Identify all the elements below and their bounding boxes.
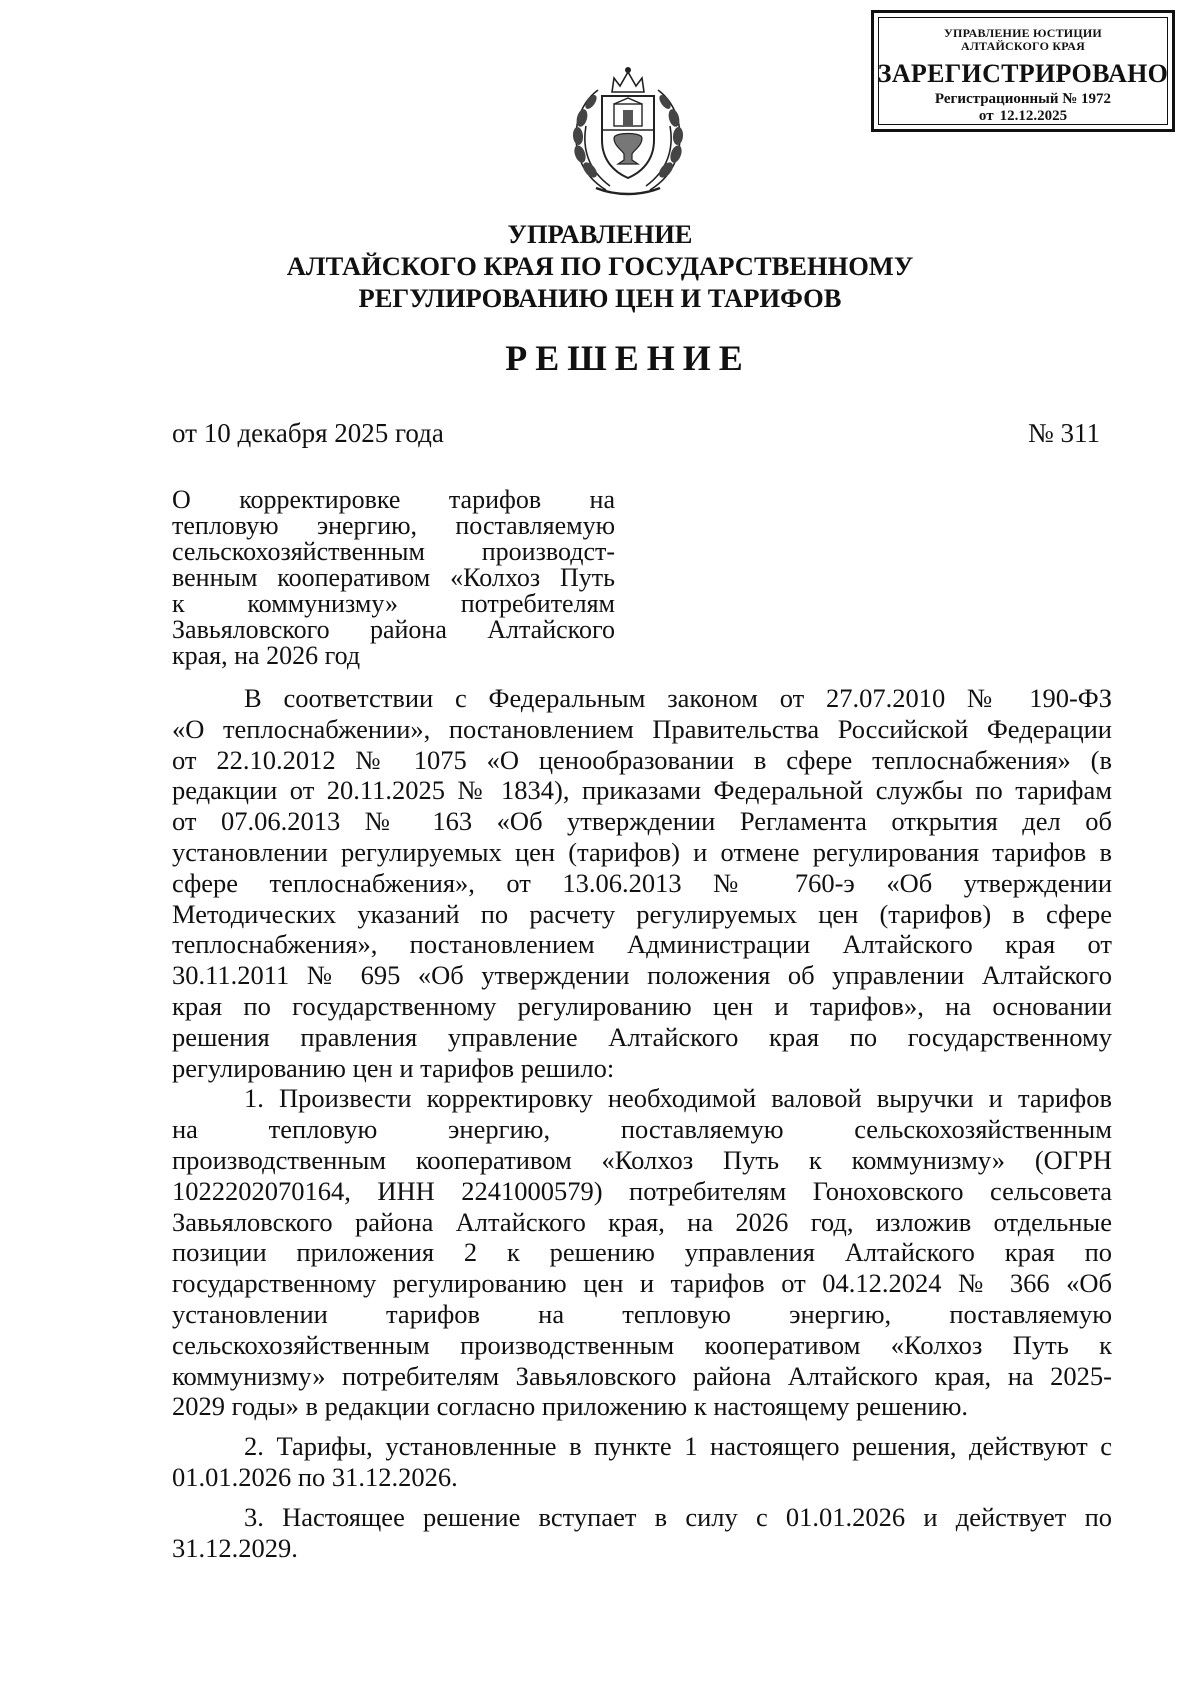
item1-line: установлении тарифов на тепловую энергию, поставляемую (172, 1298, 1112, 1329)
preamble-line: края по государственному регулированию цен и тарифов», на основании (172, 990, 1112, 1021)
document-subject (172, 487, 615, 669)
subject-line: сельскохозяйственным производст- (172, 537, 615, 566)
preamble-line: 30.11.2011 № 695 «Об утверждении положения об управлении Алтайского (172, 960, 1112, 991)
stamp-organization: УПРАВЛЕНИЕ ЮСТИЦИИ АЛТАЙСКОГО КРАЯ (944, 26, 1102, 53)
preamble-line: В соответствии с Федеральным законом от 27.07.2010 № 190-ФЗ (244, 683, 1112, 713)
item1-line: сельскохозяйственным производственным кооперативом «Колхоз Путь к (172, 1329, 1112, 1360)
preamble-line: от 22.10.2012 № 1075 «О ценообразовании в сфере теплоснабжения» (в (172, 744, 1112, 775)
item1-line: позиции приложения 2 к решению управления Алтайского края по (172, 1237, 1112, 1268)
item3-line: 3. Настоящее решение вступает в силу с 01.01.2026 и действует по (244, 1501, 1112, 1532)
item1-line: 1022202070164, ИНН 2241000579) потребителям Гоноховского сельсовета (172, 1175, 1112, 1206)
item1-line: 1. Произвести корректировку необходимой валовой выручки и тарифов (244, 1083, 1112, 1114)
registration-stamp (871, 10, 1175, 132)
agency-name-line: РЕГУЛИРОВАНИЮ ЦЕН И ТАРИФОВ (358, 283, 842, 313)
preamble-line: решения правления управление Алтайского края по государственному (172, 1021, 1112, 1052)
item1-line: коммунизму» потребителям Завьяловского района Алтайского края, на 2025- (172, 1360, 1112, 1391)
item2-line: 01.01.2026 по 31.12.2026. (172, 1461, 458, 1492)
preamble-line: установлении регулируемых цен (тарифов) и отмене регулирования тарифов в (172, 836, 1112, 867)
item1-line: производственным кооперативом «Колхоз Путь к коммунизму» (ОГРН (172, 1144, 1112, 1175)
subject-line: венным кооперативом «Колхоз Путь (172, 563, 615, 592)
item3-line: 31.12.2029. (172, 1532, 298, 1563)
item2-line: 2. Тарифы, установленные в пункте 1 настоящего решения, действуют с (244, 1431, 1112, 1462)
preamble-line: теплоснабжения», постановлением Администрации Алтайского края от (172, 929, 1112, 960)
agency-name-line: АЛТАЙСКОГО КРАЯ ПО ГОСУДАРСТВЕННОМУ (286, 251, 914, 281)
document-date: от 10 декабря 2025 года (172, 418, 444, 448)
subject-line: к коммунизму» потребителям (172, 589, 615, 618)
preamble-line: от 07.06.2013 № 163 «Об утверждении Регламента открытия дел об (172, 806, 1112, 837)
preamble-line: редакции от 20.11.2025 № 1834), приказами Федеральной службы по тарифам (172, 775, 1112, 806)
stamp-date-label: от (978, 108, 994, 124)
agency-name-line: УПРАВЛЕНИЕ (507, 219, 693, 249)
document-body (172, 683, 1112, 1563)
stamp-inner-frame (878, 17, 1168, 125)
preamble-line: Методических указаний по расчету регулируемых цен (тарифов) в сфере (172, 898, 1112, 929)
agency-name (200, 218, 1000, 314)
preamble-line: регулированию цен и тарифов решило: (172, 1052, 615, 1083)
stamp-date-value: 12.12.2025 (999, 108, 1068, 124)
document-number: № 311 (1027, 418, 1100, 448)
preamble-line: сфере теплоснабжения», от 13.06.2013 № 760-э «Об утверждении (172, 867, 1112, 898)
preamble-line: «О теплоснабжении», постановлением Правительства Российской Федерации (172, 713, 1112, 744)
item1-line: на тепловую энергию, поставляемую сельскохозяйственным (172, 1114, 1112, 1145)
stamp-registration-number: Регистрационный № 1972 (934, 91, 1112, 107)
item1-line: Завьяловского района Алтайского края, на 2026 год, изложив отдельные (172, 1206, 1112, 1237)
stamp-status: ЗАРЕГИСТРИРОВАНО (877, 59, 1169, 88)
document-type: РЕШЕНИЕ (505, 338, 751, 378)
subject-line: О корректировке тарифов на (172, 485, 615, 514)
coat-of-arms-icon (566, 62, 690, 198)
item1-line: 2029 годы» в редакции согласно приложению к настоящему решению. (172, 1391, 968, 1422)
subject-line: тепловую энергию, поставляемую (172, 511, 615, 540)
item1-line: государственному регулированию цен и тарифов от 04.12.2024 № 366 «Об (172, 1268, 1112, 1299)
subject-line: края, на 2026 год (172, 641, 361, 670)
subject-line: Завьяловского района Алтайского (172, 615, 615, 644)
